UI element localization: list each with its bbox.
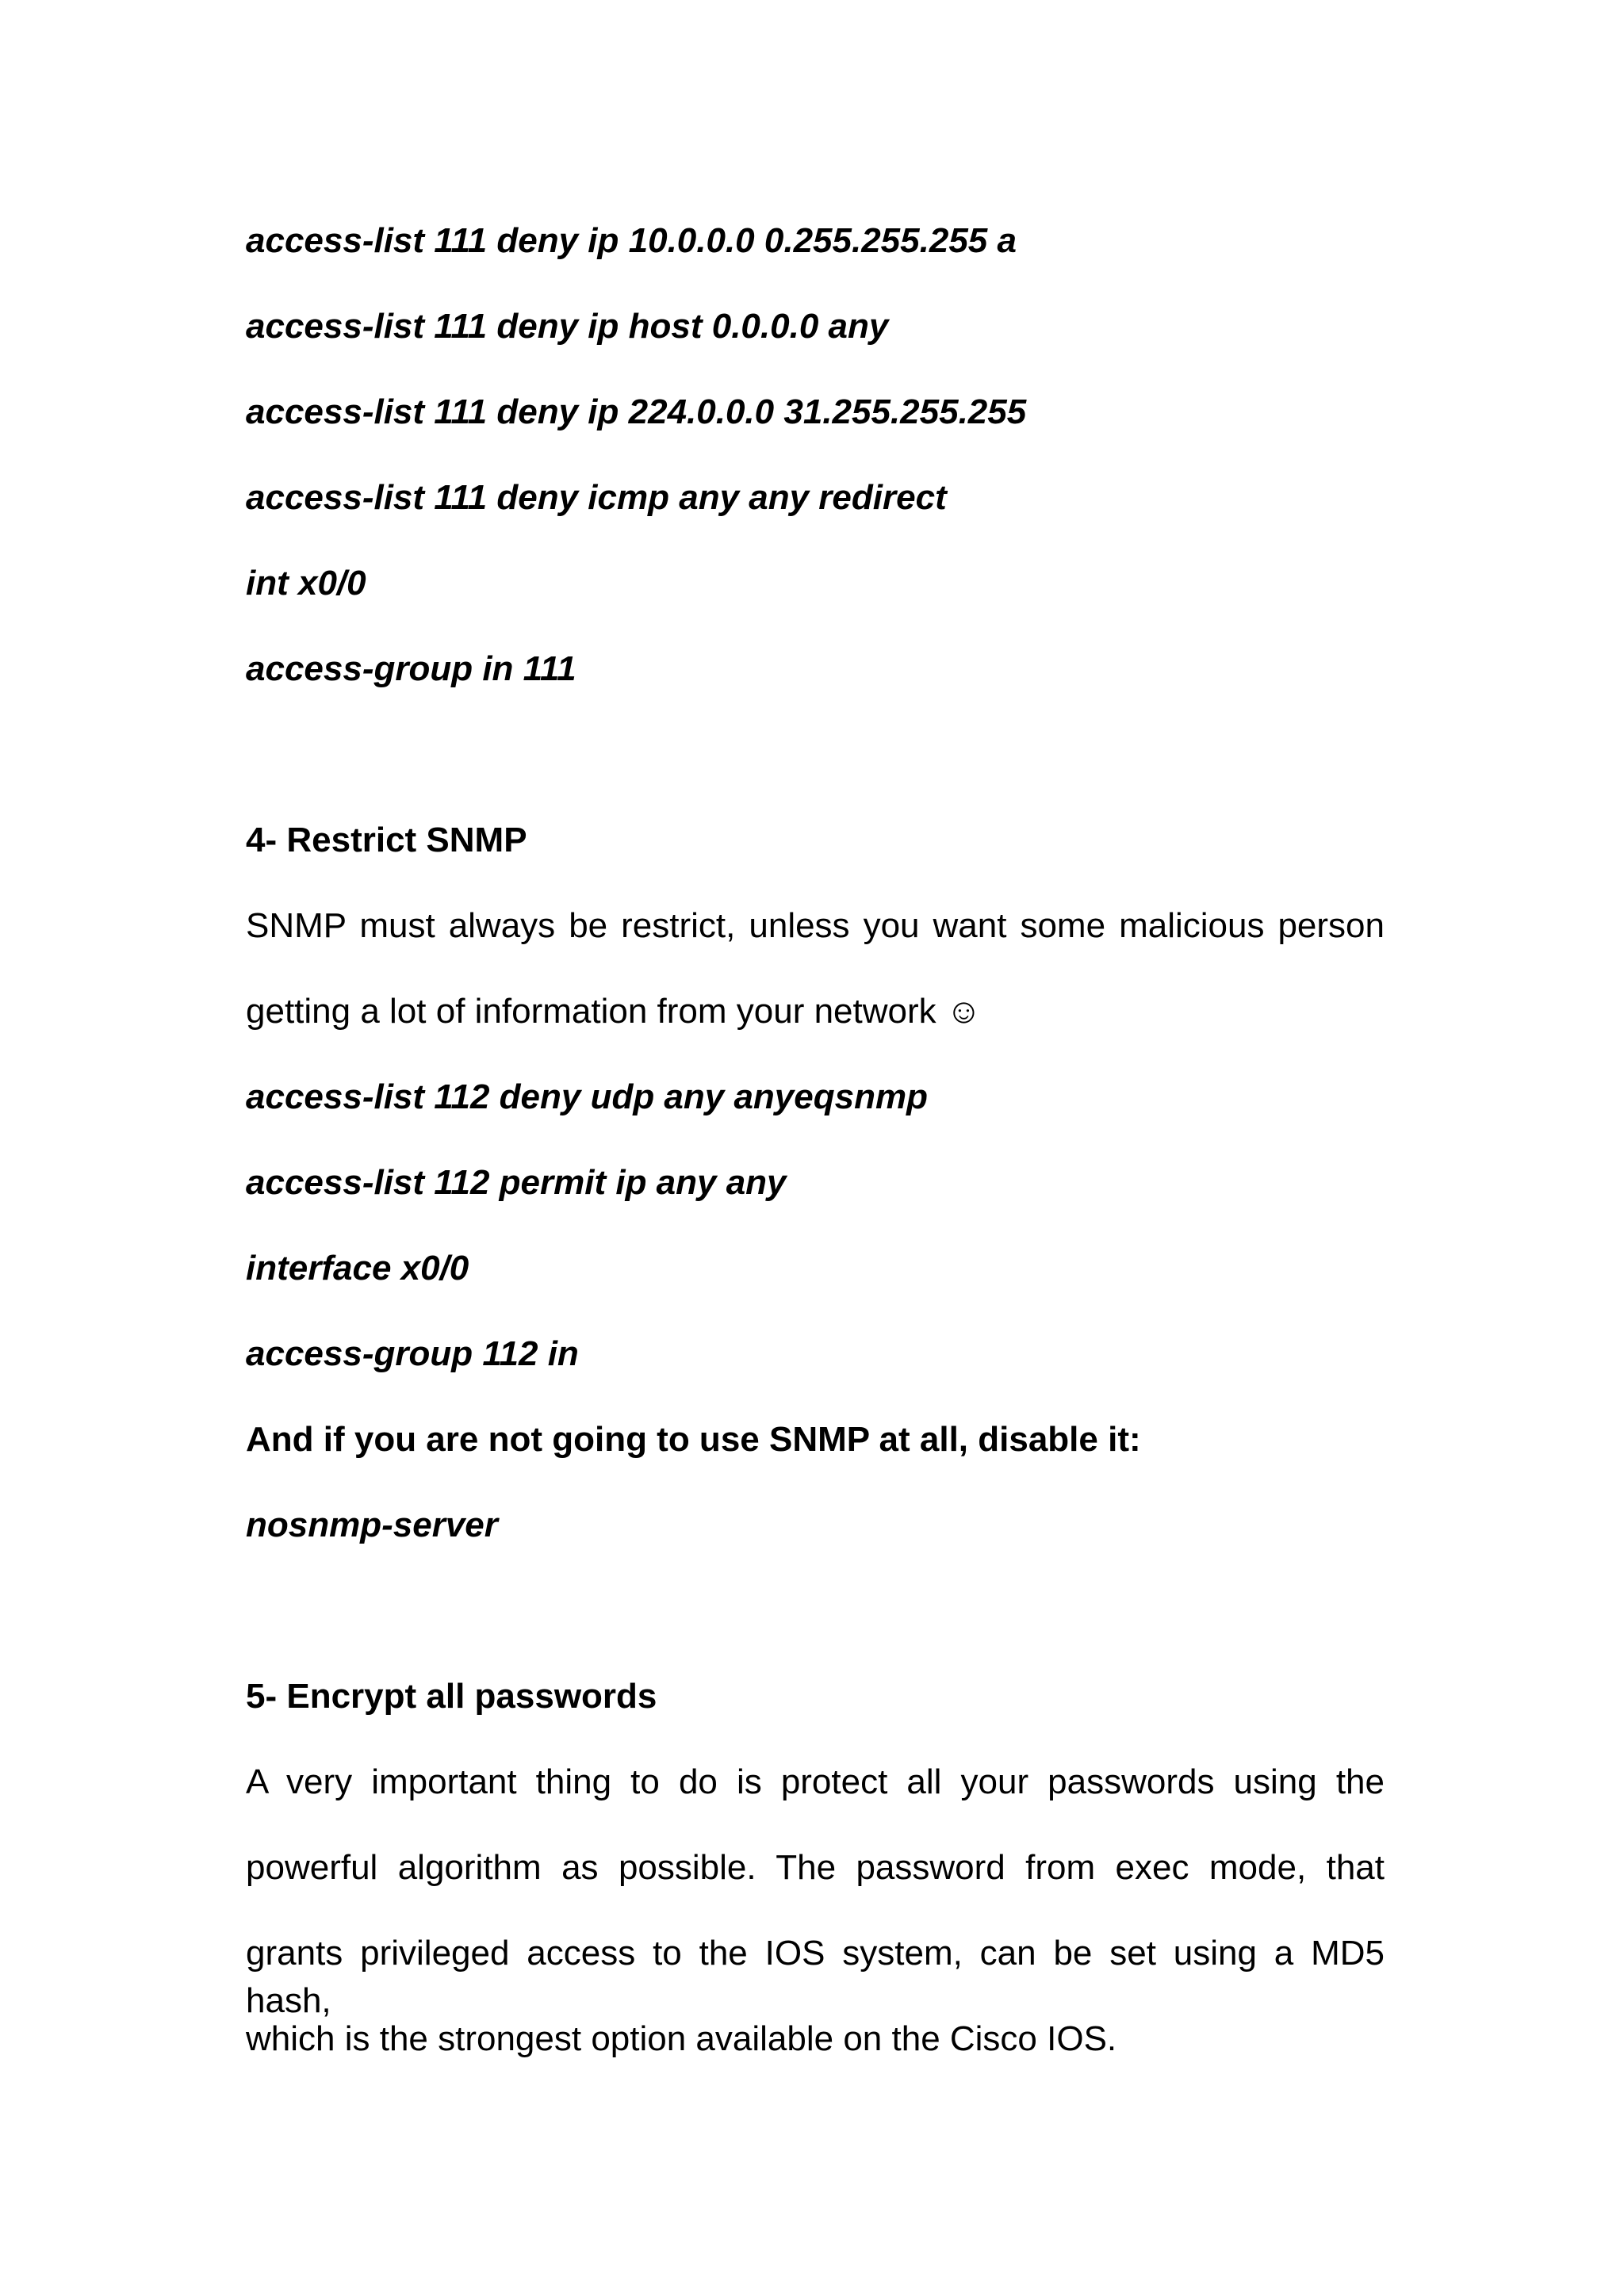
access-group-line: access-group in 111	[246, 649, 576, 688]
section-5-paragraph-line-1: A very important thing to do is protect all your passwords using the	[246, 1762, 1385, 1801]
interface-line: int x0/0	[246, 564, 366, 603]
snmp-disable-note: And if you are not going to use SNMP at all, disable it:	[246, 1420, 1141, 1459]
section-5-heading: 5- Encrypt all passwords	[246, 1677, 657, 1716]
acl-line-1: access-list 111 deny ip 10.0.0.0 0.255.255.255 a	[246, 221, 1017, 260]
section-5-paragraph-line-2: powerful algorithm as possible. The password from exec mode, that	[246, 1848, 1385, 1887]
acl-line-3: access-list 111 deny ip 224.0.0.0 31.255.255.255	[246, 392, 1027, 431]
section-4-paragraph-line-2: getting a lot of information from your network ☺	[246, 992, 982, 1031]
section-5-paragraph-line-3: grants privileged access to the IOS system, can be set using a MD5 hash,	[246, 1934, 1385, 2020]
section-4-paragraph-line-1: SNMP must always be restrict, unless you want some malicious person	[246, 906, 1385, 945]
snmp-acl-line-1: access-list 112 deny udp any anyeqsnmp	[246, 1077, 928, 1116]
snmp-acl-line-2: access-list 112 permit ip any any	[246, 1163, 787, 1202]
snmp-access-group-line: access-group 112 in	[246, 1334, 579, 1373]
acl-line-2: access-list 111 deny ip host 0.0.0.0 any	[246, 307, 889, 346]
snmp-disable-command: nosnmp-server	[246, 1506, 498, 1544]
section-4-heading: 4- Restrict SNMP	[246, 821, 527, 859]
acl-line-4: access-list 111 deny icmp any any redirect	[246, 478, 947, 517]
snmp-interface-line: interface x0/0	[246, 1249, 469, 1288]
section-5-paragraph-line-4: which is the strongest option available on the Cisco IOS.	[246, 2019, 1117, 2058]
